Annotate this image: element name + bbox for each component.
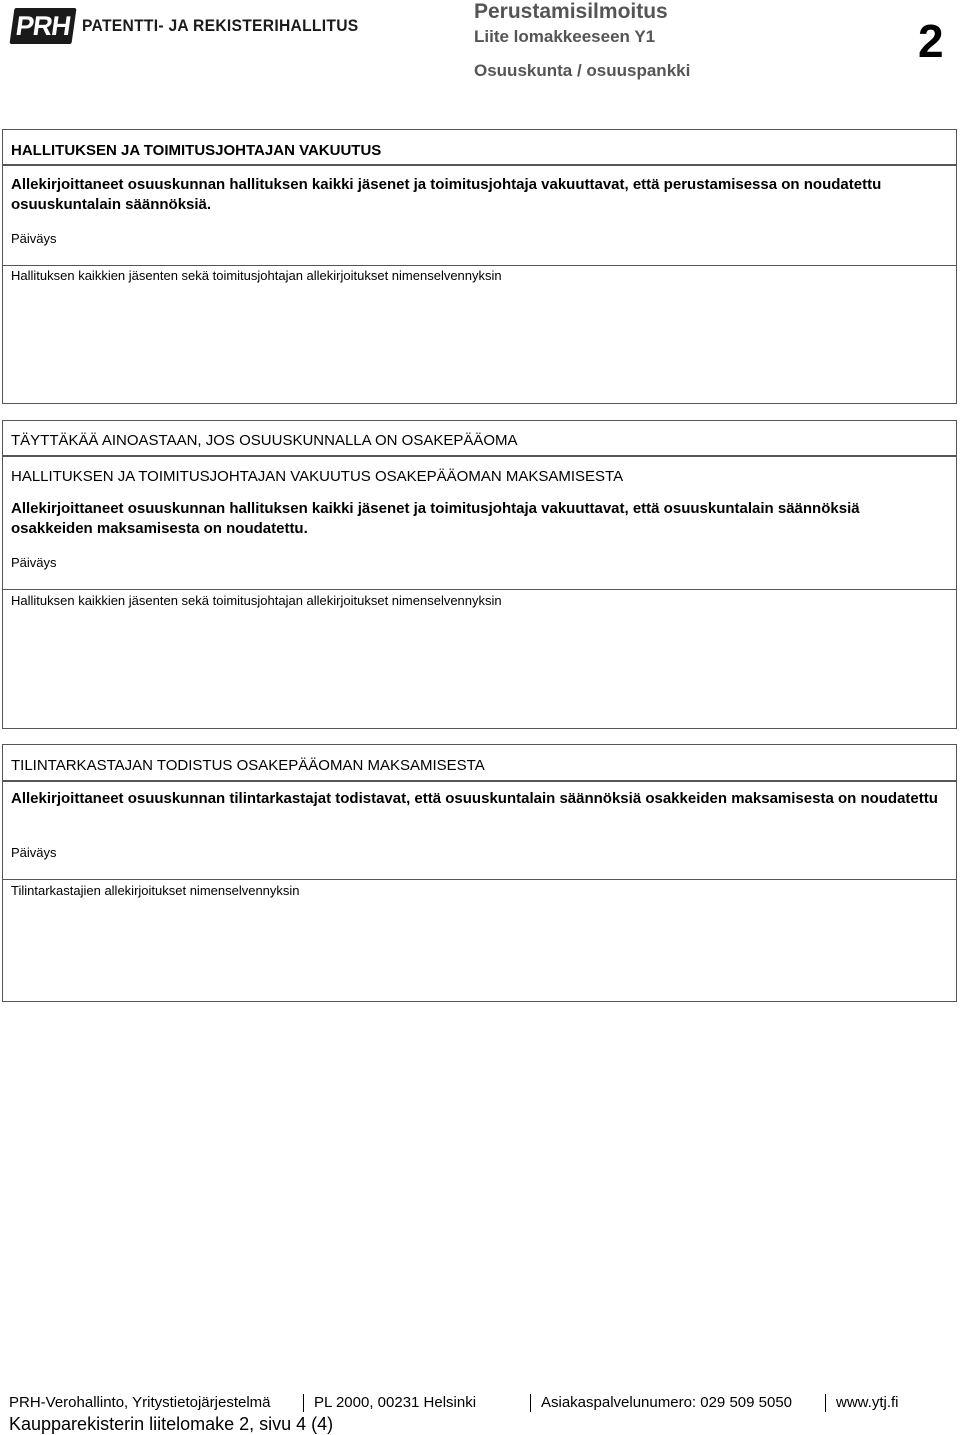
footer-page-info: Kaupparekisterin liitelomake 2, sivu 4 (4) — [9, 1414, 334, 1434]
section2-note: TÄYTTÄKÄÄ AINOASTAAN, JOS OSUUSKUNNALLA ON OSAKEPÄÄOMA — [11, 432, 518, 449]
section3-heading: TILINTARKASTAJAN TODISTUS OSAKEPÄÄOMAN MAKSAMISESTA — [11, 757, 485, 774]
form-subtitle: Liite lomakkeeseen Y1 — [474, 27, 656, 46]
footer-separator — [825, 1394, 826, 1412]
footer-contact — [9, 1394, 899, 1412]
footer-address: PL 2000, 00231 Helsinki — [314, 1394, 477, 1411]
section3-signatures-field[interactable]: Tilintarkastajien allekirjoitukset nimenselvennyksin — [11, 883, 300, 898]
section2-date-field[interactable]: Päiväys — [11, 555, 57, 570]
section3-date-field[interactable]: Päiväys — [11, 845, 57, 860]
prh-logo-text: PATENTTI- JA REKISTERIHALLITUS — [82, 16, 359, 35]
prh-logo — [12, 8, 383, 44]
section2-signatures-field[interactable]: Hallituksen kaikkien jäsenten sekä toimitusjohtajan allekirjoitukset nimenselvennyksin — [11, 593, 502, 608]
section-share-capital-declaration — [2, 420, 957, 729]
section1-date-field[interactable]: Päiväys — [11, 231, 57, 246]
section1-text: Allekirjoittaneet osuuskunnan hallituksen kaikki jäsenet ja toimitusjohtaja vakuuttavat, että perustamisessa on noudatettu osuuskuntalain säännöksiä. — [11, 176, 882, 213]
footer-separator — [530, 1394, 531, 1412]
page-number: 2 — [918, 15, 944, 67]
section-auditor-certificate — [2, 744, 957, 1002]
footer-org: PRH-Verohallinto, Yritystietojärjestelmä — [9, 1394, 271, 1411]
section3-text: Allekirjoittaneet osuuskunnan tilintarkastajat todistavat, että osuuskuntalain säännöksiä osakkeiden maksamisesta on noudatettu — [11, 790, 938, 807]
prh-logo-mark: PRH — [9, 8, 76, 44]
footer-separator — [303, 1394, 304, 1412]
section-board-declaration — [2, 129, 957, 404]
section2-heading: HALLITUKSEN JA TOIMITUSJOHTAJAN VAKUUTUS OSAKEPÄÄOMAN MAKSAMISESTA — [11, 468, 624, 485]
form-title: Perustamisilmoitus — [474, 0, 668, 23]
footer-phone: Asiakaspalvelunumero: 029 509 5050 — [541, 1394, 793, 1411]
form-type: Osuuskunta / osuuspankki — [474, 61, 691, 80]
footer-web-link[interactable]: www.ytj.fi — [836, 1394, 899, 1411]
section2-text: Allekirjoittaneet osuuskunnan hallituksen kaikki jäsenet ja toimitusjohtaja vakuuttavat, että osuuskuntalain säännöksiä osakkeiden maksamisesta on noudatettu. — [11, 500, 860, 537]
section1-signatures-field[interactable]: Hallituksen kaikkien jäsenten sekä toimitusjohtajan allekirjoitukset nimenselvennyksin — [11, 268, 502, 283]
section1-heading: HALLITUKSEN JA TOIMITUSJOHTAJAN VAKUUTUS — [11, 142, 382, 159]
